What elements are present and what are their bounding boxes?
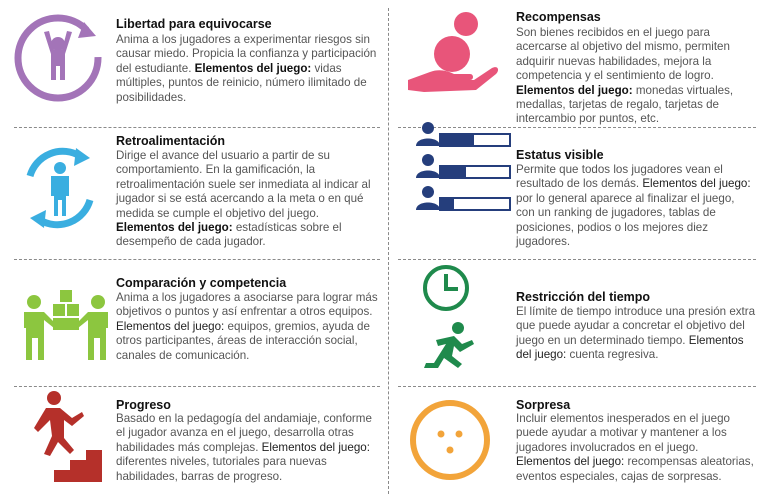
card-text xyxy=(516,412,756,484)
card-text xyxy=(116,291,378,363)
card-title: Sorpresa xyxy=(516,398,571,412)
card-body: Son bienes recibidos en el juego para acercarse al objetivo del mismo, permiten adquirir nuevas habilidades, mejora la competencia y el sentimiento de logro. xyxy=(516,26,730,83)
card-text xyxy=(116,149,378,250)
elements-list: diferentes niveles, tutoriales para nuevas habilidades, barras de progreso. xyxy=(116,455,327,483)
row-divider xyxy=(14,259,380,260)
ranking-bars-icon xyxy=(414,120,512,220)
card-title: Retroalimentación xyxy=(116,134,226,148)
row-divider xyxy=(398,259,756,260)
elements-label: Elementos del juego: xyxy=(194,61,312,75)
card-body: Anima a los jugadores a asociarse para lograr más objetivos o puntos y así enfrentar a otros equipos. xyxy=(116,291,378,319)
card-body: El límite de tiempo introduce una presión extra que puede ayudar a concretar el objetivo del juego en un determinado tiempo. xyxy=(516,305,756,347)
card-text xyxy=(116,412,378,484)
card-title: Restricción del tiempo xyxy=(516,290,651,304)
elements-list: estadísticas sobre el desempeño de cada jugador. xyxy=(116,221,342,249)
card-body: Dirige el avance del usuario a partir de su comportamiento. En la gamificación, la retroalimentación suele ser inmediata al indicar al jugador si se está acercando a la meta o en qué medida se cumple el objetivo del juego. xyxy=(116,149,371,220)
card-body: Incluir elementos inesperados en el juego puede ayudar a motivar y mantener a los jugadores involucrados en el juego. xyxy=(516,412,730,454)
person-arms-up-icon xyxy=(14,14,102,102)
column-divider xyxy=(388,8,389,494)
card-text xyxy=(516,163,756,249)
elements-label: Elementos del juego: xyxy=(642,177,751,191)
elements-list: recompensas aleatorias, eventos especiales, cajas de sorpresas. xyxy=(516,455,754,483)
card-body: Basado en la pedagogía del andamiaje, conforme el jugador avanza en el juego, desarrolla otras habilidades más complejas. xyxy=(116,412,372,454)
row-divider xyxy=(14,127,380,128)
card-text xyxy=(516,305,756,363)
elements-label: Elementos del juego: xyxy=(516,333,744,362)
card-body: Permite que todos los jugadores vean el resultado de los demás. xyxy=(516,163,723,191)
card-title: Recompensas xyxy=(516,10,601,24)
elements-list: equipos, gremios, ayuda de otros participantes, áreas de interacción social, canales de comunicación. xyxy=(116,319,370,362)
row-divider xyxy=(398,386,756,387)
elements-label: Elementos del juego: xyxy=(516,455,625,469)
card-title: Libertad para equivocarse xyxy=(116,17,272,31)
row-divider xyxy=(14,386,380,387)
card-title: Comparación y competencia xyxy=(116,276,287,290)
elements-label: Elementos del juego: xyxy=(516,83,633,97)
elements-list: vidas múltiples, puntos de reinicio, número ilimitado de posibilidades. xyxy=(116,61,367,104)
card-body: Anima a los jugadores a experimentar riesgos sin causar miedo. Propicia la confianza y participación del estudiante. xyxy=(116,33,377,75)
team-blocks-icon xyxy=(20,288,112,362)
card-title: Progreso xyxy=(116,398,171,412)
hand-coins-icon xyxy=(404,10,500,96)
clock-runner-icon xyxy=(418,264,480,374)
person-cycle-icon xyxy=(18,146,102,230)
surprised-face-icon xyxy=(408,398,492,482)
card-title: Estatus visible xyxy=(516,148,604,162)
stairs-climber-icon xyxy=(24,390,108,482)
elements-label: Elementos del juego: xyxy=(116,221,233,235)
card-text xyxy=(116,33,378,105)
elements-list: por lo general aparece al finalizar el juego, con un ranking de jugadores, tablas de posiciones, podios o los mejores diez jugadores. xyxy=(516,191,735,249)
elements-label: Elementos del juego: xyxy=(261,440,370,454)
elements-label: Elementos del juego: xyxy=(116,319,225,333)
elements-list: monedas virtuales, medallas, tarjetas de regalo, tarjetas de intercambio por puntos, etc. xyxy=(516,83,734,126)
elements-list: cuenta regresiva. xyxy=(569,348,659,362)
card-text xyxy=(516,26,756,127)
